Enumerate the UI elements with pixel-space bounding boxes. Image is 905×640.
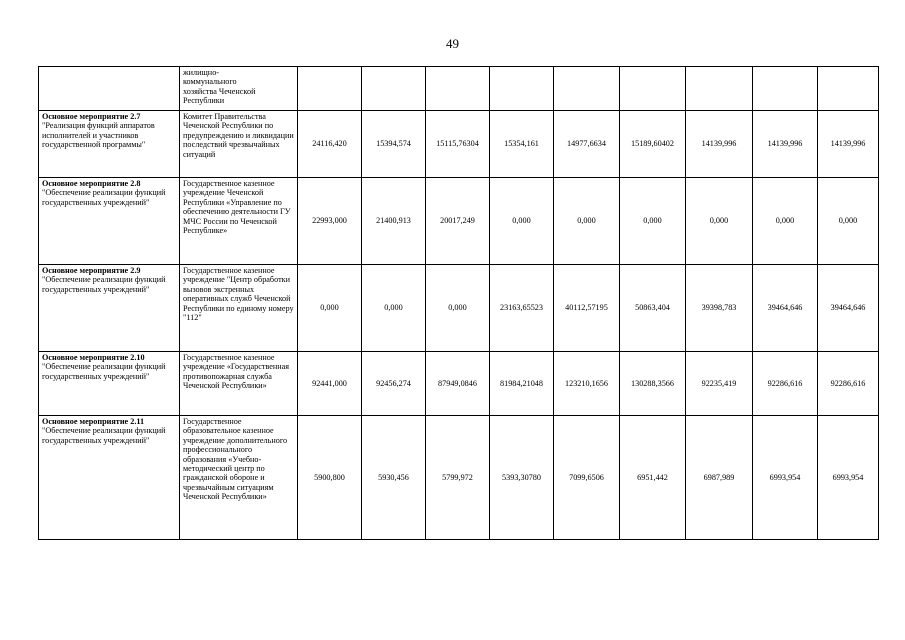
value-cell: 40112,57195 xyxy=(554,265,620,352)
value-cell: 5930,456 xyxy=(362,416,426,540)
value-cell: 50863,404 xyxy=(620,265,686,352)
responsible-cell: жилищно- коммунального хозяйства Чеченской Республики xyxy=(180,67,298,111)
table-row xyxy=(39,416,879,540)
value-cell xyxy=(298,67,362,111)
value-cell: 6951,442 xyxy=(620,416,686,540)
value-cell xyxy=(818,67,879,111)
table-row xyxy=(39,67,879,111)
value-cell: 15354,161 xyxy=(490,111,554,178)
responsible-cell: Государственное казенное учреждение Чеченской Республики «Управление по обеспечению деятельности ГУ МЧС России по Чеченской Республике» xyxy=(180,178,298,265)
value-cell: 14139,996 xyxy=(818,111,879,178)
responsible-cell: Государственное казенное учреждение "Центр обработки вызовов экстренных оперативных служб Чеченской Республики по единому номеру "112" xyxy=(180,265,298,352)
activity-cell xyxy=(39,352,180,416)
value-cell: 14139,996 xyxy=(686,111,753,178)
value-cell: 123210,1656 xyxy=(554,352,620,416)
value-cell: 15189,60402 xyxy=(620,111,686,178)
value-cell: 0,000 xyxy=(753,178,818,265)
responsible-cell: Комитет Правительства Чеченской Республики по предупреждению и ликвидации последствий чрезвычайных ситуаций xyxy=(180,111,298,178)
budget-table xyxy=(38,66,879,540)
value-cell: 24116,420 xyxy=(298,111,362,178)
value-cell: 92235,419 xyxy=(686,352,753,416)
activity-description: "Обеспечение реализации функций государственных учреждений" xyxy=(42,362,166,381)
activity-title: Основное мероприятие 2.8 xyxy=(42,179,141,188)
value-cell: 6993,954 xyxy=(818,416,879,540)
value-cell: 0,000 xyxy=(490,178,554,265)
value-cell: 92441,000 xyxy=(298,352,362,416)
value-cell: 14977,6634 xyxy=(554,111,620,178)
value-cell: 0,000 xyxy=(298,265,362,352)
value-cell: 5799,972 xyxy=(426,416,490,540)
value-cell: 22993,000 xyxy=(298,178,362,265)
value-cell xyxy=(490,67,554,111)
value-cell: 5393,30780 xyxy=(490,416,554,540)
value-cell xyxy=(686,67,753,111)
table-row xyxy=(39,178,879,265)
value-cell: 14139,996 xyxy=(753,111,818,178)
value-cell xyxy=(426,67,490,111)
value-cell xyxy=(554,67,620,111)
activity-description: "Обеспечение реализации функций государственных учреждений" xyxy=(42,188,166,207)
activity-title: Основное мероприятие 2.11 xyxy=(42,417,145,426)
responsible-cell: Государственное образовательное казенное учреждение дополнительного профессионального образования «Учебно-методический центр по гражданской обороне и чрезвычайным ситуациям Чеченской Республики» xyxy=(180,416,298,540)
page-number: 49 xyxy=(446,36,459,51)
value-cell: 7099,6506 xyxy=(554,416,620,540)
value-cell: 81984,21048 xyxy=(490,352,554,416)
table-body xyxy=(39,67,879,540)
activity-title: Основное мероприятие 2.7 xyxy=(42,112,141,121)
value-cell: 6993,954 xyxy=(753,416,818,540)
activity-description: "Обеспечение реализации функций государственных учреждений" xyxy=(42,426,166,445)
table-row xyxy=(39,111,879,178)
table-row xyxy=(39,352,879,416)
activity-cell xyxy=(39,67,180,111)
value-cell xyxy=(620,67,686,111)
value-cell: 5900,800 xyxy=(298,416,362,540)
activity-cell xyxy=(39,416,180,540)
responsible-cell: Государственное казенное учреждение «Государственная противопожарная служба Чеченской Республики» xyxy=(180,352,298,416)
value-cell: 15115,76304 xyxy=(426,111,490,178)
activity-cell xyxy=(39,265,180,352)
activity-cell xyxy=(39,111,180,178)
value-cell: 87949,0846 xyxy=(426,352,490,416)
value-cell: 39464,646 xyxy=(818,265,879,352)
value-cell: 15394,574 xyxy=(362,111,426,178)
value-cell: 92456,274 xyxy=(362,352,426,416)
value-cell: 0,000 xyxy=(554,178,620,265)
activity-cell xyxy=(39,178,180,265)
value-cell: 0,000 xyxy=(426,265,490,352)
value-cell: 20017,249 xyxy=(426,178,490,265)
value-cell: 0,000 xyxy=(686,178,753,265)
value-cell: 0,000 xyxy=(620,178,686,265)
value-cell: 23163,65523 xyxy=(490,265,554,352)
activity-title: Основное мероприятие 2.9 xyxy=(42,266,141,275)
value-cell: 92286,616 xyxy=(818,352,879,416)
activity-description: "Реализация функций аппаратов исполнителей и участников государственной программы" xyxy=(42,121,155,150)
value-cell: 6987,989 xyxy=(686,416,753,540)
table-row xyxy=(39,265,879,352)
value-cell: 39398,783 xyxy=(686,265,753,352)
value-cell xyxy=(753,67,818,111)
value-cell: 92286,616 xyxy=(753,352,818,416)
value-cell: 0,000 xyxy=(362,265,426,352)
value-cell: 130288,3566 xyxy=(620,352,686,416)
value-cell: 0,000 xyxy=(818,178,879,265)
activity-title: Основное мероприятие 2.10 xyxy=(42,353,145,362)
value-cell: 21400,913 xyxy=(362,178,426,265)
value-cell xyxy=(362,67,426,111)
value-cell: 39464,646 xyxy=(753,265,818,352)
activity-description: "Обеспечение реализации функций государственных учреждений" xyxy=(42,275,166,294)
